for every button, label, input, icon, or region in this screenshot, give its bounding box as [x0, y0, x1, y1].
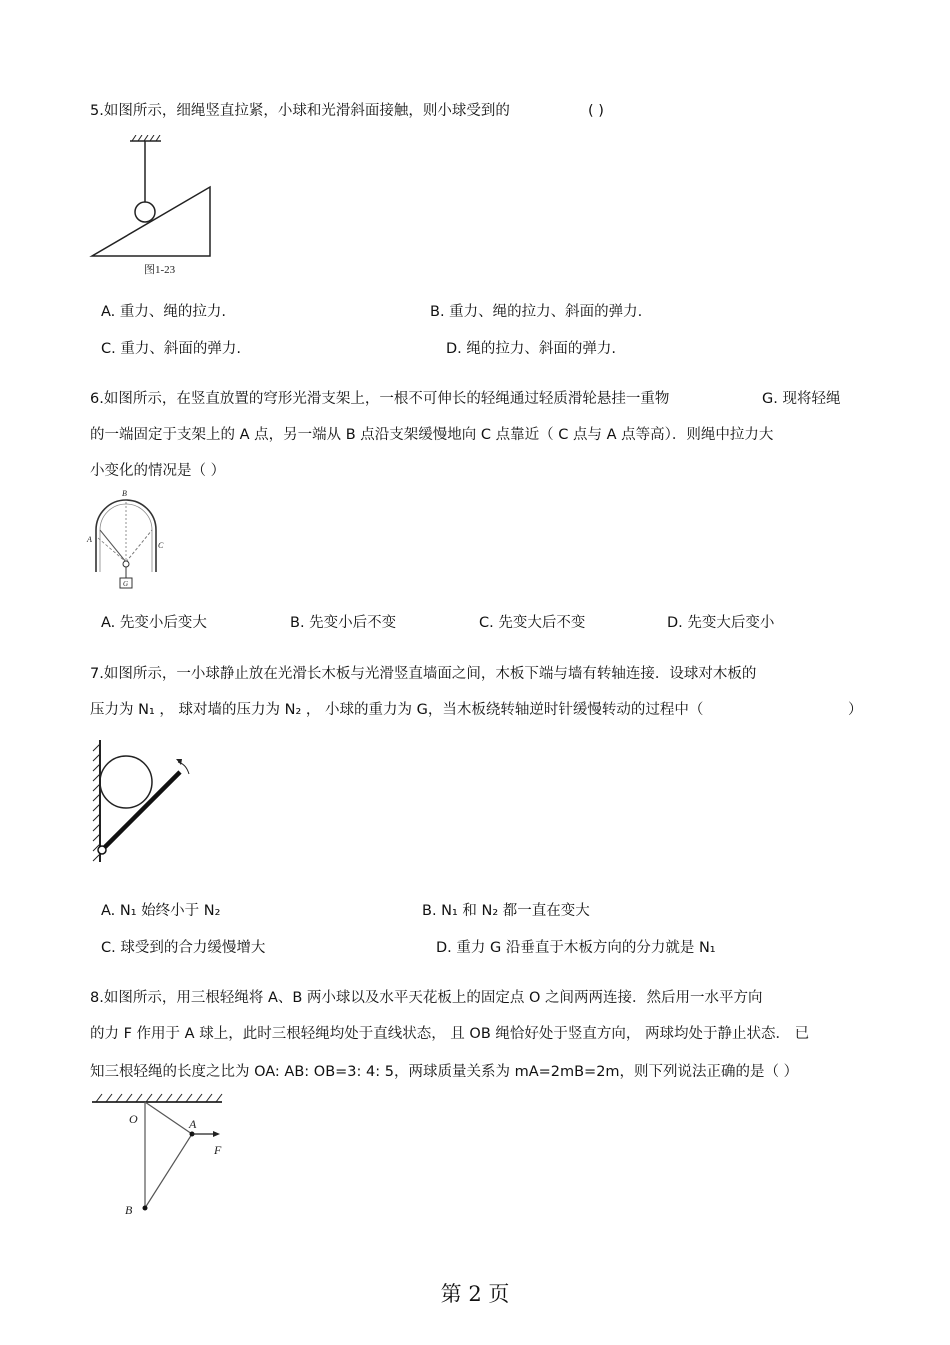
- q6-option-c: C. 先变大后不变: [479, 615, 586, 631]
- q6-label-b: B: [122, 489, 127, 498]
- q6-label-c: C: [158, 541, 164, 550]
- q6-option-b: B. 先变小后不变: [290, 615, 397, 631]
- q8-stem-line-3: 知三根轻绳的长度之比为 OA: AB: OB=3: 4: 5，两球质量关系为 mA=2mB=2m，则下列说法正确的是（ ）: [90, 1064, 799, 1080]
- q7-stem-line-2: 压力为 N₁ ， 球对墙的压力为 N₂ ， 小球的重力为 G，当木板绕转轴逆时针缓慢转动的过程中（: [90, 702, 704, 718]
- q5-figure-caption: 图1-23: [144, 264, 176, 276]
- q8-label-a: A: [189, 1117, 197, 1131]
- q8-label-b: B: [125, 1203, 133, 1217]
- q6-label-g: G: [123, 580, 129, 588]
- q6-option-d: D. 先变大后变小: [667, 615, 775, 631]
- page-number: 第 2 页: [440, 1282, 510, 1306]
- q6-option-a: A. 先变小后变大: [101, 615, 207, 631]
- q6-stem-line-1-tail: G. 现将轻绳: [762, 391, 841, 407]
- q6-stem-line-2: 的一端固定于支架上的 A 点，另一端从 B 点沿支架缓慢地向 C 点靠近（ C 点与 A 点等高）．则绳中拉力大: [90, 427, 774, 443]
- q7-figure-wall-board: [86, 738, 206, 870]
- q7-option-c: C. 球受到的合力缓慢增大: [101, 940, 266, 956]
- q6-figure-arch: [86, 488, 166, 592]
- q8-stem-line-1: 8.如图所示，用三根轻绳将 A、B 两小球以及水平天花板上的固定点 O 之间两两连接．然后用一水平方向: [90, 990, 763, 1006]
- q7-stem-line-1: 7.如图所示，一小球静止放在光滑长木板与光滑竖直墙面之间，木板下端与墙有转轴连接．设球对木板的: [90, 666, 757, 682]
- q8-label-o: O: [129, 1112, 138, 1126]
- q5-answer-paren: ( ): [588, 103, 604, 119]
- q8-figure-ropes: [88, 1092, 228, 1218]
- q5-figure-incline: [88, 135, 218, 277]
- q5-option-a: A. 重力、绳的拉力.: [101, 304, 226, 320]
- q8-label-f: F: [214, 1143, 222, 1157]
- q5-stem: 5.如图所示，细绳竖直拉紧，小球和光滑斜面接触，则小球受到的: [90, 103, 510, 119]
- q6-label-a: A: [87, 535, 92, 544]
- q5-option-b: B. 重力、绳的拉力、斜面的弹力.: [430, 304, 643, 320]
- q7-option-d: D. 重力 G 沿垂直于木板方向的分力就是 N₁: [436, 940, 716, 956]
- q7-option-b: B. N₁ 和 N₂ 都一直在变大: [422, 903, 590, 919]
- q5-option-d: D. 绳的拉力、斜面的弹力.: [446, 341, 616, 357]
- q5-option-c: C. 重力、斜面的弹力.: [101, 341, 241, 357]
- q7-stem-line-2-tail: ）: [848, 702, 863, 718]
- q6-stem-line-3: 小变化的情况是（ ）: [90, 463, 226, 479]
- q7-option-a: A. N₁ 始终小于 N₂: [101, 903, 221, 919]
- q6-stem-line-1: 6.如图所示，在竖直放置的穹形光滑支架上，一根不可伸长的轻绳通过轻质滑轮悬挂一重物: [90, 391, 670, 407]
- q8-stem-line-2: 的力 F 作用于 A 球上，此时三根轻绳均处于直线状态， 且 OB 绳恰好处于竖直方向， 两球均处于静止状态． 已: [90, 1026, 810, 1042]
